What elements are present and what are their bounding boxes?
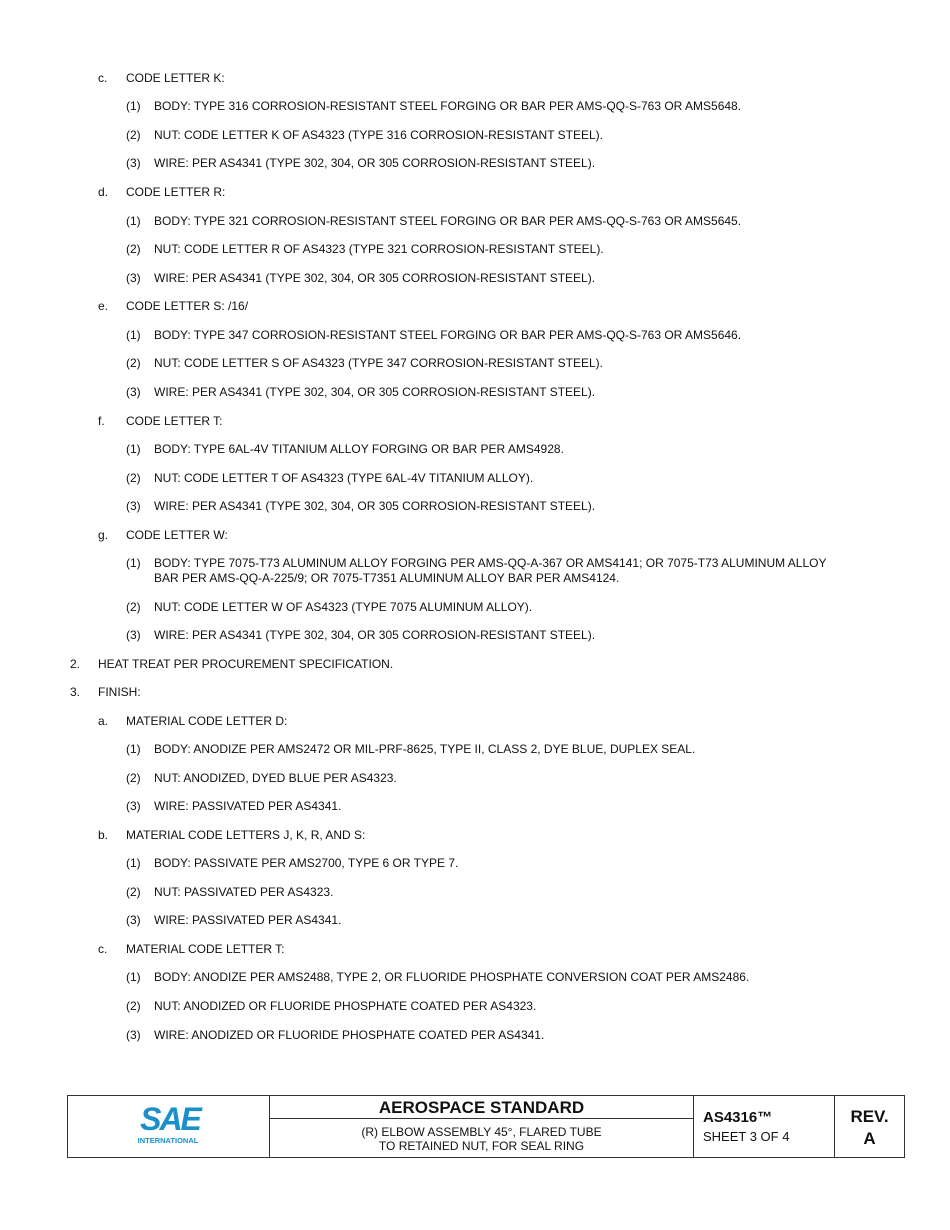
item-marker: (3): [126, 271, 141, 285]
item-text: BODY: TYPE 7075-T73 ALUMINUM ALLOY FORGING PER AMS-QQ-A-367 OR AMS4141; OR 7075-T73 ALUMINUM ALLOY: [154, 556, 827, 570]
item-marker: c.: [98, 71, 108, 85]
item-text: BODY: TYPE 6AL-4V TITANIUM ALLOY FORGING OR BAR PER AMS4928.: [154, 442, 564, 456]
item-text: NUT: CODE LETTER T OF AS4323 (TYPE 6AL-4V TITANIUM ALLOY).: [154, 471, 534, 485]
subtitle-line: (R) ELBOW ASSEMBLY 45°, FLARED TUBE: [361, 1125, 602, 1139]
item-label: CODE LETTER W:: [126, 528, 228, 542]
item-marker: (2): [126, 356, 141, 370]
item-text: WIRE: PER AS4341 (TYPE 302, 304, OR 305 CORROSION-RESISTANT STEEL).: [154, 271, 596, 285]
item-text: BAR PER AMS-QQ-A-225/9; OR 7075-T7351 ALUMINUM ALLOY BAR PER AMS4124.: [154, 571, 620, 585]
item-marker: (2): [126, 771, 141, 785]
item-text: BODY: TYPE 321 CORROSION-RESISTANT STEEL FORGING OR BAR PER AMS-QQ-S-763 OR AMS5645.: [154, 214, 742, 228]
item-marker: (3): [126, 1028, 141, 1042]
doc-number: AS4316™: [703, 1109, 773, 1126]
item-text: WIRE: PASSIVATED PER AS4341.: [154, 799, 342, 813]
document-heading: AEROSPACE STANDARD: [270, 1096, 693, 1119]
item-marker: (3): [126, 799, 141, 813]
item-text: NUT: PASSIVATED PER AS4323.: [154, 885, 334, 899]
doc-number-cell: [694, 1096, 835, 1157]
logo-text: SAE: [140, 1101, 200, 1137]
item-text: HEAT TREAT PER PROCUREMENT SPECIFICATION.: [98, 657, 394, 671]
item-text: BODY: TYPE 316 CORROSION-RESISTANT STEEL FORGING OR BAR PER AMS-QQ-S-763 OR AMS5648.: [154, 99, 742, 113]
item-text: WIRE: PER AS4341 (TYPE 302, 304, OR 305 CORROSION-RESISTANT STEEL).: [154, 628, 596, 642]
item-text: WIRE: PASSIVATED PER AS4341.: [154, 913, 342, 927]
item-marker: e.: [98, 299, 109, 313]
item-label: CODE LETTER R:: [126, 185, 226, 199]
item-marker: 2.: [70, 657, 81, 671]
item-marker: (3): [126, 913, 141, 927]
item-marker: (2): [126, 999, 141, 1013]
item-text: WIRE: PER AS4341 (TYPE 302, 304, OR 305 CORROSION-RESISTANT STEEL).: [154, 499, 596, 513]
item-label: CODE LETTER K:: [126, 71, 225, 85]
item-marker: (3): [126, 499, 141, 513]
item-marker: (1): [126, 442, 141, 456]
item-text: NUT: CODE LETTER R OF AS4323 (TYPE 321 CORROSION-RESISTANT STEEL).: [154, 242, 604, 256]
item-label: MATERIAL CODE LETTER D:: [126, 714, 288, 728]
item-marker: g.: [98, 528, 109, 542]
item-marker: f.: [98, 414, 105, 428]
item-marker: (3): [126, 156, 141, 170]
item-marker: (1): [126, 970, 141, 984]
sheet-number: SHEET 3 OF 4: [703, 1129, 790, 1144]
item-marker: (2): [126, 128, 141, 142]
item-text: WIRE: PER AS4341 (TYPE 302, 304, OR 305 CORROSION-RESISTANT STEEL).: [154, 156, 596, 170]
item-marker: (3): [126, 385, 141, 399]
title-cell: [270, 1096, 694, 1157]
item-label: MATERIAL CODE LETTERS J, K, R, AND S:: [126, 828, 366, 842]
item-text: NUT: ANODIZED OR FLUORIDE PHOSPHATE COATED PER AS4323.: [154, 999, 537, 1013]
item-marker: (1): [126, 742, 141, 756]
item-marker: (3): [126, 628, 141, 642]
sae-logo: [134, 1100, 206, 1146]
item-marker: (2): [126, 885, 141, 899]
item-marker: (1): [126, 328, 141, 342]
item-text: NUT: ANODIZED, DYED BLUE PER AS4323.: [154, 771, 397, 785]
logo-cell: [68, 1096, 270, 1157]
item-marker: (2): [126, 471, 141, 485]
rev-value: A: [863, 1129, 876, 1148]
item-text: NUT: CODE LETTER K OF AS4323 (TYPE 316 CORROSION-RESISTANT STEEL).: [154, 128, 603, 142]
item-marker: (1): [126, 556, 141, 570]
item-text: NUT: CODE LETTER W OF AS4323 (TYPE 7075 ALUMINUM ALLOY).: [154, 600, 533, 614]
item-marker: (2): [126, 600, 141, 614]
item-label: CODE LETTER T:: [126, 414, 223, 428]
item-marker: (1): [126, 214, 141, 228]
item-marker: (1): [126, 856, 141, 870]
item-marker: b.: [98, 828, 109, 842]
logo-subtext: INTERNATIONAL: [137, 1136, 199, 1145]
rev-label: REV.: [850, 1107, 889, 1126]
item-marker: (2): [126, 242, 141, 256]
item-label: FINISH:: [98, 685, 141, 699]
item-text: BODY: ANODIZE PER AMS2472 OR MIL-PRF-8625, TYPE II, CLASS 2, DYE BLUE, DUPLEX SEAL.: [154, 742, 696, 756]
item-text: WIRE: PER AS4341 (TYPE 302, 304, OR 305 CORROSION-RESISTANT STEEL).: [154, 385, 596, 399]
item-text: NUT: CODE LETTER S OF AS4323 (TYPE 347 CORROSION-RESISTANT STEEL).: [154, 356, 603, 370]
item-text: BODY: TYPE 347 CORROSION-RESISTANT STEEL FORGING OR BAR PER AMS-QQ-S-763 OR AMS5646.: [154, 328, 742, 342]
item-marker: c.: [98, 942, 108, 956]
item-marker: (1): [126, 99, 141, 113]
item-label: MATERIAL CODE LETTER T:: [126, 942, 285, 956]
title-block: [67, 1095, 905, 1158]
item-text: WIRE: ANODIZED OR FLUORIDE PHOSPHATE COATED PER AS4341.: [154, 1028, 545, 1042]
revision-cell: [835, 1096, 904, 1157]
subtitle-line: TO RETAINED NUT, FOR SEAL RING: [378, 1139, 585, 1153]
item-marker: 3.: [70, 685, 81, 699]
document-subtitle: [270, 1125, 693, 1153]
item-label: CODE LETTER S: /16/: [126, 299, 249, 313]
item-text: BODY: PASSIVATE PER AMS2700, TYPE 6 OR TYPE 7.: [154, 856, 459, 870]
item-text: BODY: ANODIZE PER AMS2488, TYPE 2, OR FLUORIDE PHOSPHATE CONVERSION COAT PER AMS2486.: [154, 970, 750, 984]
item-marker: a.: [98, 714, 109, 728]
item-marker: d.: [98, 185, 109, 199]
